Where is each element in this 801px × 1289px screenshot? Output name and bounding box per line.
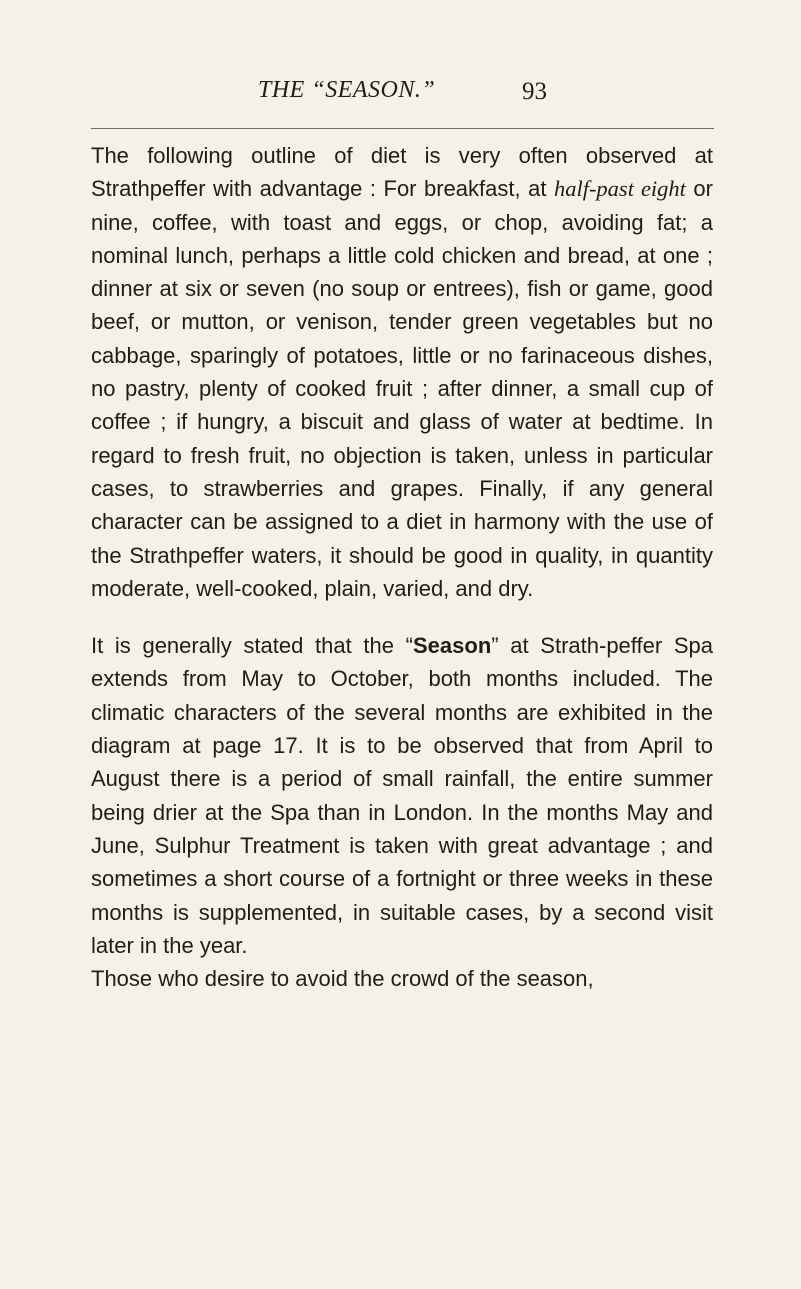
page-number: 93 — [522, 78, 547, 105]
page-title: THE “SEASON.” — [258, 77, 436, 103]
italic-phrase: half-past eight — [553, 176, 686, 202]
body-text — [91, 139, 713, 995]
running-head — [0, 74, 801, 110]
paragraph-season-text-continued: ” at Strath-peffer Spa extends from May to October, both months included. The climatic characters of the several months are exhibited in the diagram at page 17. It is to be observed that from April to August there is a period of small rainfall, the entire summer being drier at the Spa than in London. In the months May and June, Sulphur Treatment is taken with great advantage ; and sometimes a short course of a fortnight or three weeks in these months is supplemented, in suitable cases, by a second visit later in the year. — [91, 633, 713, 958]
paragraph-avoid-crowd-text: Those who desire to avoid the crowd of the season, — [91, 966, 594, 992]
paragraph-diet-outline-text-continued: or nine, coffee, with toast and eggs, or chop, avoiding fat; a nominal lunch, perhaps a little cold chicken and bread, at one ; dinner at six or seven (no soup or entrees), fish or game, good beef, or mutton, or venison, tender green vegetables but no cabbage, sparingly of potatoes, little or no farinaceous dishes, no pastry, plenty of cooked fruit ; after dinner, a small cup of coffee ; if hungry, a biscuit and glass of water at bedtime. In regard to fresh fruit, no objection is taken, unless in particular cases, to strawberries and grapes. Finally, if any general character can be assigned to a diet in harmony with the use of the Strathpeffer waters, it should be good in quality, in quantity moderate, well-cooked, plain, varied, and dry. — [91, 176, 713, 601]
paragraph-diet-outline — [91, 139, 713, 605]
paragraph-season-text: It is generally stated that the “ — [91, 633, 413, 659]
bold-season-word: Season — [413, 633, 492, 659]
paragraph-season — [91, 629, 713, 962]
header-rule — [91, 128, 714, 129]
paragraph-avoid-crowd — [91, 962, 713, 995]
paragraph-diet-outline-text: The following outline of diet is very often observed at Strathpeffer with advantage : For breakfast, at — [91, 143, 713, 202]
